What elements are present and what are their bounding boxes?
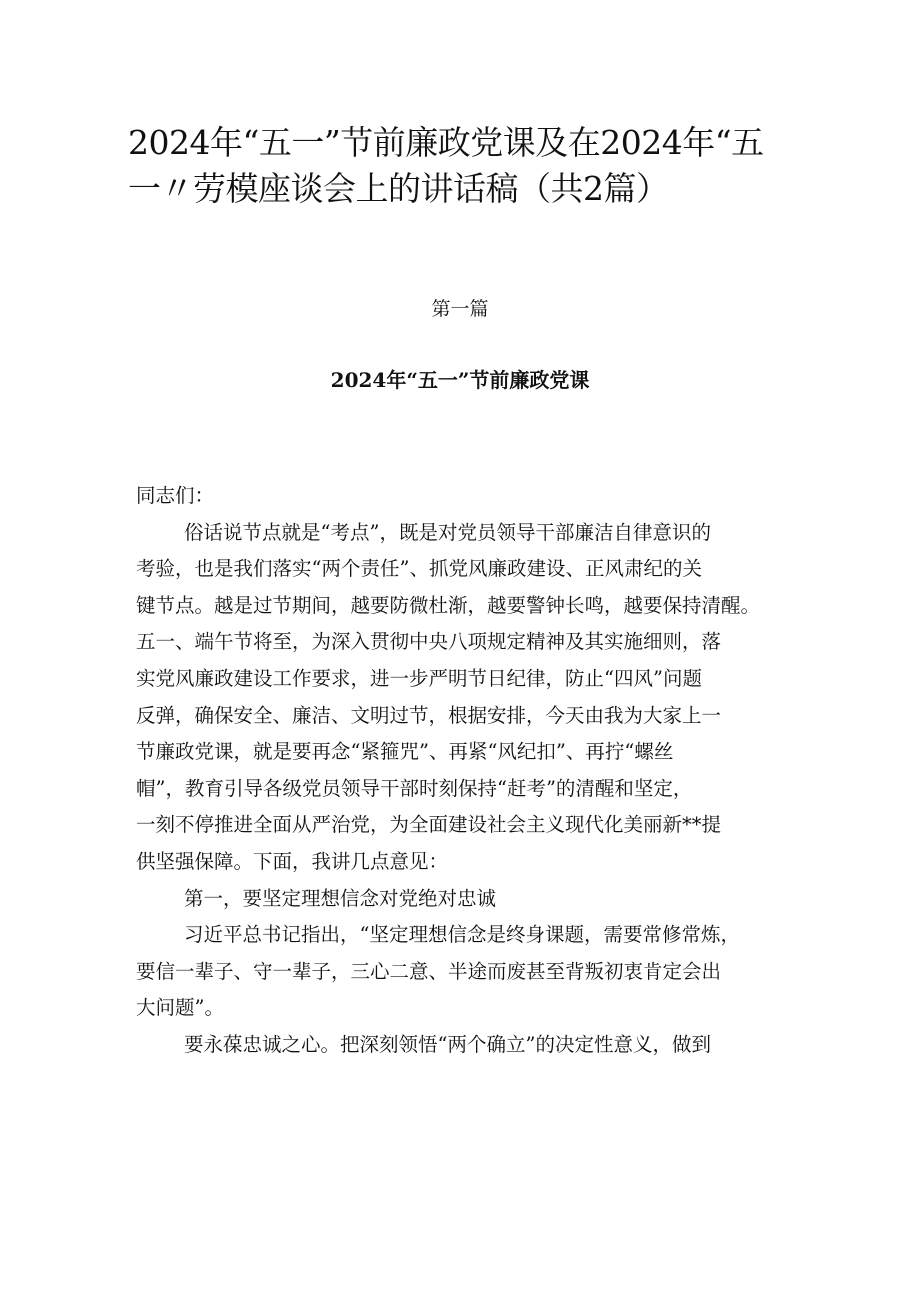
paragraph-line: 帽”，教育引导各级党员领导干部时刻保持“赶考”的清醒和坚定，	[136, 776, 693, 800]
paragraph-line: 供坚强保障。下面，我讲几点意见：	[136, 849, 449, 873]
document-title	[128, 120, 798, 212]
paragraph-line: 要永葆忠诚之心。把深刻领悟“两个确立”的决定性意义，做到	[184, 1032, 711, 1056]
paragraph-line: 俗话说节点就是“考点”，既是对党员领导干部廉洁自律意识的	[184, 520, 711, 544]
title-line: 2024年“五一”节前廉政党课及在2024年“五	[128, 123, 764, 162]
paragraph-line: 大问题”。	[136, 996, 224, 1020]
subheading: 第一，要坚定理想信念对党绝对忠诚	[184, 886, 497, 910]
paragraph-line: 考验，也是我们落实“两个责任”、抓党风廉政建设、正风肃纪的关	[136, 557, 702, 581]
salutation: 同志们：	[136, 484, 215, 507]
section-title: 2024年“五一”节前廉政党课	[330, 368, 590, 392]
paragraph-line: 五一、端午节将至，为深入贯彻中央八项规定精神及其实施细则，落	[136, 630, 722, 654]
paragraph-line: 要信一辈子、守一辈子，三心二意、半途而废甚至背叛初衷肯定会出	[136, 959, 722, 983]
paragraph-line: 键节点。越是过节期间，越要防微杜渐，越要警钟长鸣，越要保持清醒。	[136, 593, 761, 617]
paragraph-line: 一刻不停推进全面从严治党，为全面建设社会主义现代化美丽新**提	[136, 813, 722, 837]
title-line: 一〃劳模座谈会上的讲话稿（共2篇）	[128, 169, 669, 208]
paragraph-line: 反弹，确保安全、廉洁、文明过节，根据安排，今天由我为大家上一	[136, 703, 722, 727]
paragraph-line: 节廉政党课，就是要再念“紧箍咒”、再紧“风纪扣”、再拧“螺丝	[136, 740, 674, 764]
document-body	[136, 478, 796, 1064]
paragraph-line: 实党风廉政建设工作要求，进一步严明节日纪律，防止“四风”问题	[136, 666, 702, 690]
paragraph-line: 习近平总书记指出，“坚定理想信念是终身课题，需要常修常炼，	[184, 923, 740, 947]
part-label: 第一篇	[431, 298, 489, 320]
